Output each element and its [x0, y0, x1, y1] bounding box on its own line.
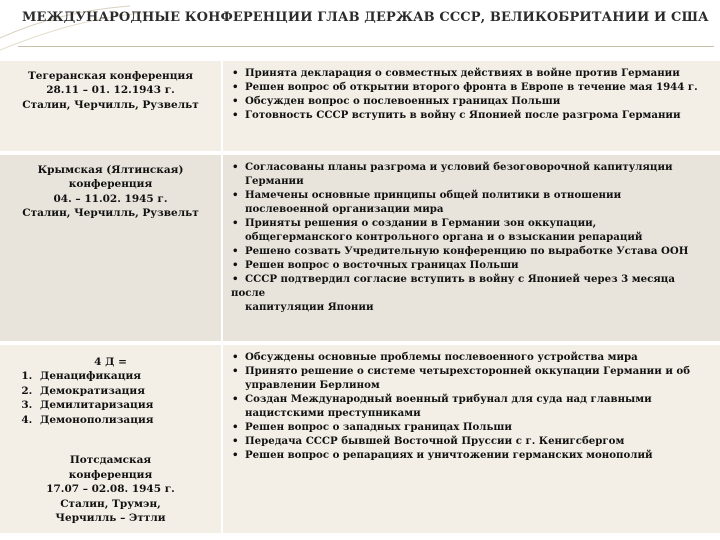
list-item: • Обсуждены основные проблемы послевоенного устройства мира — [231, 351, 716, 365]
four-d-item: 1. Денацификация — [36, 369, 215, 383]
list-item: • Принято решение о системе четырехсторонней оккупации Германии и об — [231, 365, 716, 379]
conference-dates: 17.07 – 02.08. 1945 г. — [46, 483, 175, 496]
decisions-cell-yalta — [222, 153, 720, 343]
page-title: МЕЖДУНАРОДНЫЕ КОНФЕРЕНЦИИ ГЛАВ ДЕРЖАВ СССР, ВЕЛИКОБРИТАНИИ И США — [22, 10, 709, 25]
list-item: • Решено созвать Учредительную конференцию по выработке Устава ООН — [231, 245, 716, 259]
conference-leaders-cont: Черчилль – Эттли — [55, 512, 166, 525]
table-row-yalta — [0, 153, 720, 343]
table-row-potsdam — [0, 343, 720, 533]
list-item: • Обсужден вопрос о послевоенных границах Польши — [231, 95, 716, 109]
list-item: • Передача СССР бывшей Восточной Пруссии с г. Кенигсбергом — [231, 435, 716, 449]
list-item: • Принята декларация о совместных действиях в войне против Германии — [231, 67, 716, 81]
conference-dates: 04. – 11.02. 1945 г. — [53, 192, 168, 205]
list-item: • Решен вопрос о западных границах Польши — [231, 421, 716, 435]
list-item-cont: капитуляции Японии — [245, 300, 374, 313]
title-underline — [18, 46, 714, 47]
list-item: • Согласованы планы разгрома и условий безоговорочной капитуляции — [231, 161, 716, 175]
conference-name-cont: конференция — [68, 468, 153, 481]
conference-cell-potsdam — [0, 343, 222, 533]
list-item-cont: управлении Берлином — [245, 378, 380, 391]
list-item: • Готовность СССР вступить в войну с Японией после разгрома Германии — [231, 109, 716, 123]
four-d-block — [6, 355, 215, 427]
list-item: • Создан Международный военный трибунал для суда над главными — [231, 393, 716, 407]
four-d-heading: 4 Д = — [94, 356, 127, 368]
conference-leaders: Сталин, Черчилль, Рузвельт — [22, 98, 199, 111]
conferences-table — [0, 61, 720, 533]
list-item: • Решен вопрос об открытии второго фронта в Европе в течение мая 1944 г. — [231, 81, 716, 95]
four-d-item: 3. Демилитаризация — [36, 398, 215, 412]
list-item-cont: после — [231, 286, 266, 299]
conference-name: Крымская (Ялтинская) — [37, 164, 184, 176]
list-item-cont: общегерманского контрольного органа и о взыскании репараций — [245, 230, 643, 243]
conference-leaders: Сталин, Трумэн, — [60, 497, 161, 510]
conference-name: Тегеранская конференция — [27, 70, 194, 82]
conference-cell-tehran — [0, 61, 222, 153]
conference-dates: 28.11 – 01. 12.1943 г. — [46, 84, 175, 97]
list-item: • Решен вопрос о восточных границах Польши — [231, 259, 716, 273]
four-d-list — [6, 369, 215, 427]
conference-cell-yalta — [0, 153, 222, 343]
four-d-item: 2. Демократизация — [36, 384, 215, 398]
decisions-cell-tehran — [222, 61, 720, 153]
list-item: • Намечены основные принципы общей политики в отношении — [231, 189, 716, 203]
list-item: • СССР подтвердил согласие вступить в войну с Японией через 3 месяца — [231, 273, 716, 287]
list-item-cont: послевоенной организации мира — [245, 202, 444, 215]
list-item-cont: Германии — [245, 174, 304, 187]
potsdam-info — [6, 453, 215, 525]
conference-leaders: Сталин, Черчилль, Рузвельт — [22, 207, 199, 220]
conference-name: Потсдамская — [69, 454, 152, 467]
conference-name-cont: конференция — [68, 178, 153, 191]
list-item-cont: нацистскими преступниками — [245, 406, 421, 419]
list-item: • Решен вопрос о репарациях и уничтожении германских монополий — [231, 449, 716, 463]
table-row-tehran — [0, 61, 720, 153]
list-item: • Приняты решения о создании в Германии зон оккупации, — [231, 217, 716, 231]
four-d-item: 4. Демонополизация — [36, 413, 215, 427]
decisions-cell-potsdam — [222, 343, 720, 533]
